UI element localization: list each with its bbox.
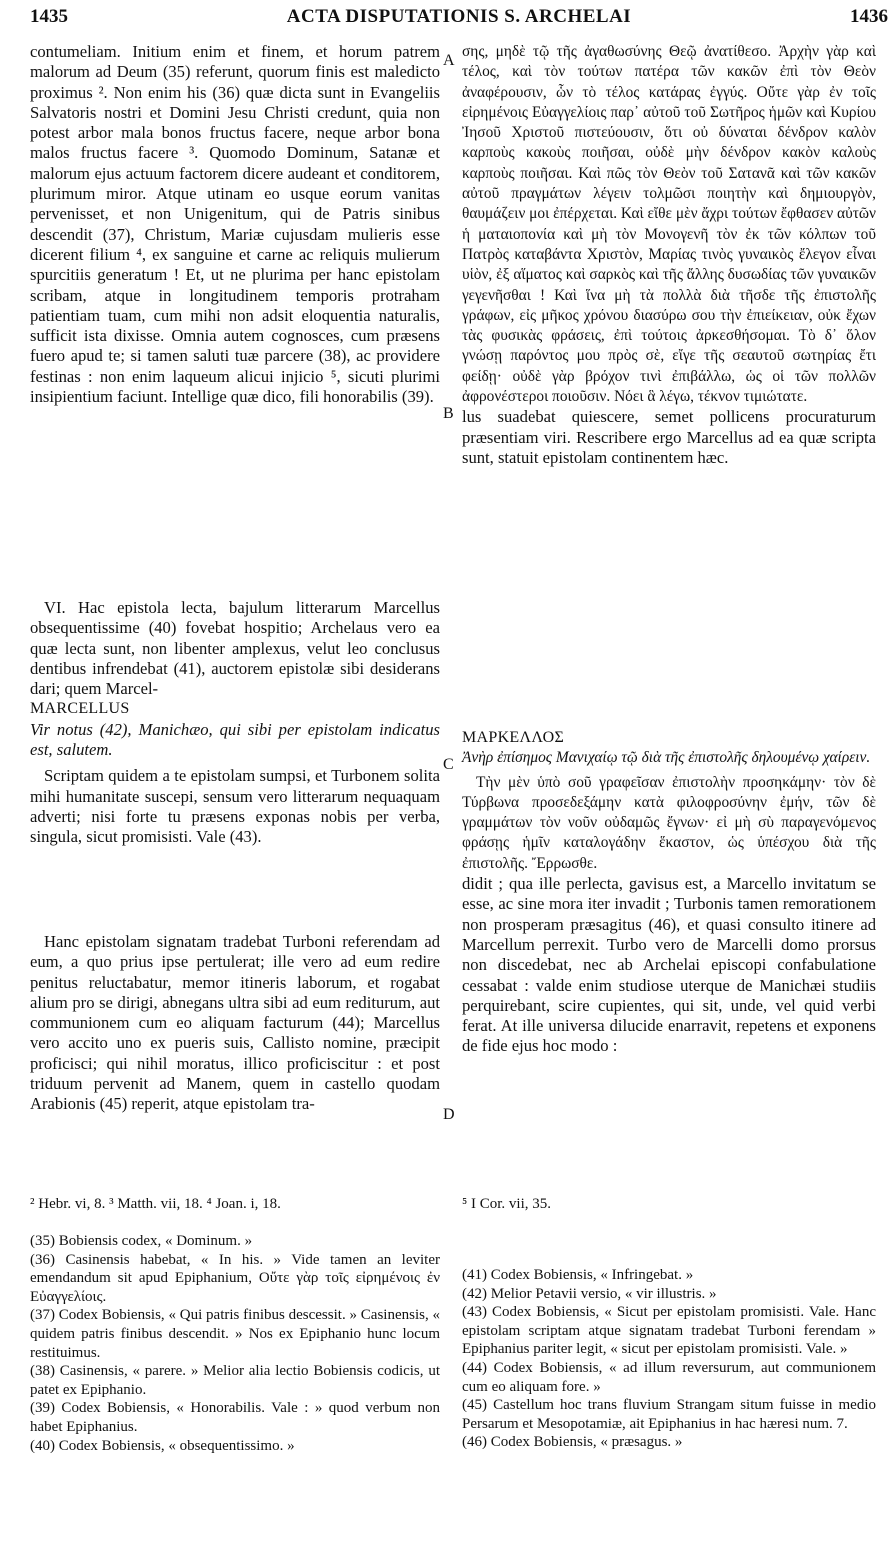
- footnote: (36) Casinensis habebat, « In his. » Vide tamen an leviter emendandum sit apud Epiphanium, Οὔτε γὰρ τοῖς εἰρημένοις ἐν Εὐαγγελίοις.: [30, 1251, 440, 1305]
- latin-paragraph-2: VI. Hac epistola lecta, bajulum litterarum Marcellus obsequentissime (40) fovebat hospitio; Archelaus vero ea quæ lecta sunt, non libenter amplexus, velut leo conclusus dentibus infrendebat (41), auctorem epistolæ sibi desiderans dari; quem Marcel-: [30, 598, 440, 699]
- footnote: (44) Codex Bobiensis, « ad illum reversurum, aut communionem cum eo aliquam fore. »: [462, 1359, 876, 1395]
- margin-letter-b: B: [443, 405, 454, 422]
- greek-paragraph-3: Τὴν μὲν ὑπὸ σοῦ γραφεῖσαν ἐπιστολὴν προσηκάμην· τὸν δὲ Τύρβωνα προσεδεξάμην κατὰ φιλοφροσύνην ἐμήν, τῶν δὲ γραμμάτων τὸν νοῦν οὐδαμῶς ἔγνων· εἰ μὴ σὺ παραγενόμενος φράσῃς ἡμῖν καταλογάδην ἕκαστον, ὡς ὑπέσχου διὰ τῆς ἐπιστολῆς. Ἔρρωσθε.: [462, 773, 876, 872]
- footnote: (35) Bobiensis codex, « Dominum. »: [30, 1233, 253, 1249]
- latin-paragraph-3: Scriptam quidem a te epistolam sumpsi, et Turbonem solita mihi humanitate suscepi, sensum vero litterarum nequaquam adverti; nisi forte tu præsens exponas nobis per verba, singula, sicut promisisti. Vale (43).: [30, 766, 440, 847]
- footnote: (43) Codex Bobiensis, « Sicut per epistolam promisisti. Vale. Hanc epistolam scriptam atque signatam tradebat Turboni ferendam » Epiphanius pariter legit, « sicut per epistolam promisisti. Vale. »: [462, 1304, 876, 1358]
- footnote: (45) Castellum hoc trans fluvium Strangam situm fuisse in medio Persarum et Mesopotamiæ, ait Epiphanius in hac hæresi num. 7.: [462, 1397, 876, 1432]
- greek-reply: [462, 728, 876, 1057]
- greek-section-heading: ΜΑΡΚΕΛΛΟΣ: [462, 729, 565, 746]
- latin-continuation-1: lus suadebat quiescere, semet pollicens procuraturum præsentiam viri. Rescribere ergo Marcellus ad ea quæ scripta sunt, statuit epistolam continentem hæc.: [462, 407, 876, 467]
- page-number-right: 1436: [850, 6, 888, 27]
- margin-letter-c: C: [443, 756, 454, 773]
- running-header: [30, 4, 888, 36]
- footnote: (38) Casinensis, « parere. » Melior alia lectio Bobiensis codicis, ut patet ex Epiphanio.: [30, 1363, 440, 1398]
- latin-section-vi: [30, 598, 440, 848]
- latin-section-heading: MARCELLUS: [30, 700, 130, 718]
- footnote: (37) Codex Bobiensis, « Qui patris finibus descessit. » Casinensis, « quidem patris finibus descendit. » Nos ex Epiphanio hunc locum restituimus.: [30, 1307, 440, 1361]
- latin-paragraph-1: contumeliam. Initium enim et finem, et horum patrem malorum ad Deum (35) referunt, quorum finis est maledicto proximus ². Non enim his (36) quæ dicta sunt in Evangeliis Salvatoris nostri et Domini Jesu Christi credunt, quia non potest arbor mala bonos fructus facere, neque arbor bona malos fructus facere ³. Quomodo Dominum, Satanæ et malorum ejus actuum factorem dicere audeant et conditorem, plurimum miror. Atque utinam eo usque eorum vanitas pervenisset, et non Unigenitum, qui de Patris sinibus descendit (37), Christum, Mariæ cujusdam mulieris esse dicerent filium ⁴, ex sanguine et carne ac reliquis mulierum spurcitiis generatum ! Et, ut ne plurima per hanc epistolam scribam, atque in longitudinem temporis protraham patientiam tuam, cum mihi non adsit eloquentia naturalis, sufficit ista dixisse. Omnia autem cognosces, cum præsens fuero apud te; si tamen saluti tuæ parcere (38), ac providere festinas : non enim laqueum alicui injicio ⁵, sicuti plurimi insipientium faciunt. Intellige quæ dico, fili honorabilis (39).: [30, 42, 440, 407]
- footnote: (40) Codex Bobiensis, « obsequentissimo. »: [30, 1437, 295, 1454]
- footnote: (42) Melior Petavii versio, « vir illustris. »: [462, 1285, 717, 1302]
- greek-salutation: Ἀνὴρ ἐπίσημος Μανιχαίῳ τῷ διὰ τῆς ἐπιστολῆς δηλουμένῳ χαίρειν.: [462, 749, 871, 767]
- footnotes-right: [462, 1266, 876, 1452]
- margin-letter-d: D: [443, 1106, 455, 1123]
- latin-salutation: Vir notus (42), Manichæo, qui sibi per epistolam indicatus est, salutem.: [30, 719, 440, 760]
- page-number-left: 1435: [30, 6, 68, 27]
- greek-paragraph-1: σης, μηδὲ τῷ τῆς ἀγαθωσύνης Θεῷ ἀνατίθεσο. Ἀρχὴν γὰρ καὶ τέλος, καὶ τὸν τούτων πατέρα τῶν κακῶν ἐπὶ τὸν Θεὸν ἀναφέρουσιν, ὧν τὸ τέλος κατάρας ἐγγύς. Οὔτε γὰρ ἐν τοῖς εἰρημένοις Εὐαγγελίοις παρ᾽ αὐτοῦ τοῦ Σωτῆρος ἡμῶν καὶ Κυρίου Ἰησοῦ Χριστοῦ πιστεύουσιν, ὅτι οὐ δύναται δένδρον καλὸν καρποὺς κακοὺς ποιῆσαι, οὐδὲ μὴν δένδρον κακὸν καλοὺς καρποὺς ποιῆσαι. Καὶ πῶς τὸν Θεὸν τοῦ Σατανᾶ καὶ τῶν κακῶν αὐτοῦ πραγμάτων λέγειν τολμῶσι ποιητὴν καὶ δημιουργὸν, θαυμάζειν μοι ἐπέρχεται. Καὶ εἴθε μὲν ἄχρι τούτων ἔφθασεν αὐτῶν ἡ ματαιοπονία καὶ μὴ τὸν Μονογενῆ τὸν ἐκ τῶν κόλπων τοῦ Πατρὸς καταβάντα Χριστὸν, Μαρίας τινὸς γυναικὸς ἔλεγον εἶναι υἱὸν, ἐξ αἵματος καὶ σαρκὸς καὶ τῆς ἄλλης δυσωδίας τῶν γυναικῶν γεγενῆσθαι ! Καὶ ἵνα μὴ τὰ πολλὰ διὰ τῆσδε τῆς ἐπιστολῆς γράφων, εἰς μῆκος χρόνου διασύρω σου τὴν ἐπιείκειαν, οὐκ ἔχων τὰς φυσικὰς φράσεις, ἐπὶ τούτοις ἀρκεσθήσομαι. Τὸ δ᾽ ὅλον γνώσῃ παρόντος μου πρὸς σὲ, εἴγε τῆς σεαυτοῦ σωτηρίας ἔτι φείδῃ· οὐδὲ γὰρ βρόχον τινὶ ἐπιβάλλω, ὡς οἱ τῶν πολλῶν ἀφρονέστεροι ποιοῦσιν. Νόει ἃ λέγω, τέκνον τιμιώτατε.: [462, 43, 876, 406]
- running-title: ACTA DISPUTATIONIS S. ARCHELAI: [286, 6, 632, 27]
- footnotes-left: [30, 1232, 440, 1455]
- latin-paragraph-4: Hanc epistolam signatam tradebat Turboni referendam ad eum, a quo prius ipse pertulerat; ille vero ad eum redire penitus reluctabatur, memor itineris laborum, et rogabat alium pro se dirigi, abnegans ultra sibi ad eum rediturum, aut communionem cum eo aliquam facturum (44); Marcellus vero accito uno ex pueris suis, Callisto nomine, præcipit proficisci; qui nihil moratus, illico proficiscitur : et post triduum pervenit ad Manem, quem in castello quodam Arabionis (45) reperit, atque epistolam tra-: [30, 932, 440, 1114]
- latin-letter-end: [30, 42, 440, 407]
- footnote: (41) Codex Bobiensis, « Infringebat. »: [462, 1267, 694, 1283]
- margin-letter-a: A: [443, 52, 455, 69]
- footnote: (39) Codex Bobiensis, « Honorabilis. Vale : » quod verbum non habet Epiphanius.: [30, 1400, 440, 1435]
- greek-letter-end: [462, 42, 876, 468]
- latin-narrative: [30, 932, 440, 1115]
- scripture-refs-right: ⁵ I Cor. vii, 35.: [462, 1196, 551, 1212]
- footnote: (46) Codex Bobiensis, « præsagus. »: [462, 1434, 683, 1451]
- latin-continuation-2: didit ; qua ille perlecta, gavisus est, a Marcello invitatum se esse, ac sine mora iter invadit ; Turbonis tamen remorationem non prosperam præsagitus (46), et quasi consulto itinere ad Marcellum perrexit. Turbo vero de Marcelli domo prorsus non discedebat, nec ab Archelai episcopi confabulatione cessabat : valde enim studiose uterque de Manichæi studiis perquirebant, scire cupientes, qui sit, unde, vel quid verbi ferat. At ille universa dilucide enarravit, repetens et exponens de fide ejus hoc modo :: [462, 874, 876, 1056]
- scripture-refs-left: ² Hebr. vi, 8. ³ Matth. vii, 18. ⁴ Joan. i, 18.: [30, 1196, 281, 1212]
